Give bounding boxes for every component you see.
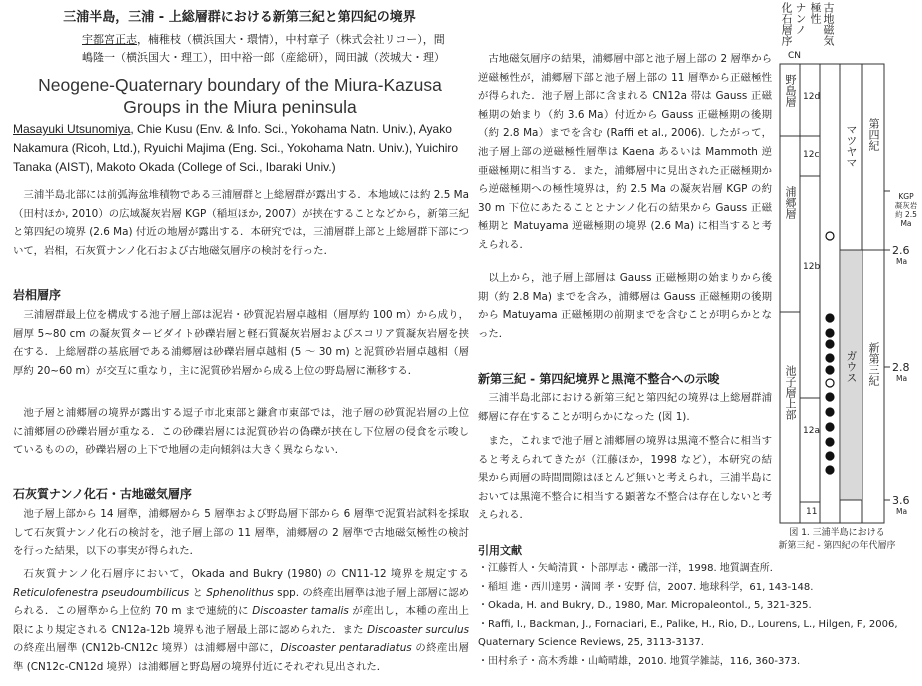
formation-nojima: 野島層: [784, 74, 797, 107]
age-unit: Ma: [896, 507, 908, 516]
presenter-name-en: Masayuki Utsunomiya: [13, 122, 131, 136]
paleomag-paragraph-1: 古地磁気層序の結果，浦郷層中部と池子層上部の 2 層準から逆磁極性が，浦郷層下部と池子層上部の 11 層準から正磁極性が得られた．池子層上部に含まれる CN12a 帯は Gauss 正磁極期の始まり（約 3.6 Ma）付近から Gauss 正磁極期の後期（約 2.8 Ma）までを含む (Raffi et al., 2006). したがって，池子層上部の逆磁極性層準は Kaena あるいは Mammoth 逆亜磁極期に相当する．また，浦郷層中に見出された正磁極期から逆磁極期への極性境界は，約 2.5 Ma の凝灰岩層 KGP の約 30 m 下位にあたることとナンノ化石の結果から Gauss 正磁極期と Matuyama 逆磁極期の境界 (2.6 Ma) に相当すると考えられる．: [478, 53, 772, 251]
authors-japanese: [82, 31, 462, 67]
stratigraphy-figure: [778, 0, 922, 686]
zone-12b: 12b: [803, 262, 821, 272]
normal-polarity-sample: [826, 314, 834, 322]
age-unit: Ma: [896, 374, 908, 383]
normal-polarity-sample: [826, 438, 834, 446]
zone-12a: 12a: [803, 426, 820, 436]
text-run: が産出し，本種の産出上限により規定される CN12a-12b 境界も池子層最上部に認められた．また: [13, 605, 469, 636]
text-run: の終産出層準 (CN12c-CN12d 境界）は浦郷層と野島層の境界付近にそれぞれ見出された．: [13, 642, 469, 673]
normal-polarity-sample: [826, 354, 834, 362]
boundary-paragraph-1: 三浦半島北部における新第三紀と第四紀の境界は上総層群浦郷層に存在することが明らかになった (図 1).: [478, 392, 772, 423]
zone-12d: 12d: [803, 92, 821, 102]
reference-item: ・稲垣 進・西川達男・満岡 孝・安野 信，2007. 地球科学，61, 143-148.: [478, 581, 814, 593]
chron-gauss: ガウス: [845, 350, 858, 383]
section-title-nannofossil-paleomag: 石灰質ナンノ化石・古地磁気層序: [13, 487, 192, 501]
normal-polarity-sample: [826, 408, 834, 416]
title-english: Neogene-Quaternary boundary of the Miura-Kazusa Groups in the Miura peninsula: [38, 75, 442, 117]
age-label-3-6: 3.6: [892, 494, 910, 507]
boundary-paragraph-2: また，これまで池子層と浦郷層の境界は黒滝不整合に相当すると考えられてきたが（江藤ほか，1998 など），本研究の結果から両層の時間間隙はほとんど無いと考えられ，三浦半島においては黒滝不整合に相当する顕著な不整合は存在しないと考えられる．: [478, 435, 772, 522]
lithostratigraphy-paragraph-1: 三浦層群最上位を構成する池子層上部は泥岩・砂質泥岩層卓越相（層厚約 100 m）から成り，層厚 5~80 cm の凝灰質タービダイト砂礫岩層と軽石質凝灰岩層およびスコリア質凝灰岩層を挟在する．上総層群の基底層である浦郷層は砂礫岩層卓越相 (5 ～ 30 m) と泥質砂岩層卓越相（層厚約 20~60 m）が交互に重なり，主に泥質砂岩層から成る上位の野島層に漸移する．: [13, 309, 469, 377]
kgp-label: KGP 凝灰岩 約 2.5 Ma: [894, 192, 918, 228]
epoch-neogene: 新第三紀: [867, 342, 880, 386]
species-name: Sphenolithus: [206, 586, 274, 599]
normal-polarity-sample: [826, 366, 834, 374]
lithostratigraphy-paragraph-2: 池子層と浦郷層の境界が露出する逗子市北東部と鎌倉市東部では，池子層の砂質泥岩層の上位に浦郷層の砂礫岩層が重なる．この砂礫岩層には泥質砂岩の偽礫が挟在し下位層の侵食を示唆しているものの，砂礫岩層の上下で地層の走向傾斜は大きく異ならない．: [13, 407, 469, 457]
epoch-quaternary: 第四紀: [867, 118, 880, 151]
zone-12c: 12c: [803, 150, 820, 160]
text-run: の終産出層準 (CN12b-CN12c 境界）は浦郷層中部に，: [13, 642, 281, 655]
caption-line-1: 図 1. 三浦半島における: [789, 528, 885, 538]
stratigraphic-column: [778, 0, 922, 686]
header-polarity: 極性: [809, 2, 822, 24]
reference-item: ・Okada, H. and Bukry, D., 1980, Mar. Micropaleontol., 5, 321-325.: [478, 600, 812, 611]
species-name: Discoaster surculus: [367, 623, 469, 636]
text-run: 石灰質ナンノ化石層序において，Okada and Bukry (1980) の CN11-12 境界を規定する: [23, 568, 469, 580]
header-nanno: ナンノ: [794, 2, 807, 35]
chron-matuyama: マツヤマ: [845, 124, 858, 168]
section-title-lithostratigraphy: 岩相層序: [13, 288, 62, 302]
age-label-2-6: 2.6: [892, 244, 910, 257]
age-unit: Ma: [896, 257, 908, 266]
nannofossil-paragraph-2: [13, 565, 469, 677]
text-run: spp. の終産出層準は池子層上部層に認められる．この層準から上位約 70 m まで連続的に: [13, 586, 469, 618]
formation-ikego-upper: 池子層上部: [784, 365, 797, 420]
normal-polarity-sample: [826, 452, 834, 460]
normal-polarity-sample: [826, 329, 834, 337]
header-biostratigraphy: 化石層序: [780, 2, 793, 46]
normal-polarity-sample: [826, 393, 834, 401]
species-name: Discoaster pentaradiatus: [280, 642, 412, 655]
age-label-2-8: 2.8: [892, 361, 910, 374]
reversed-polarity-sample: [826, 379, 834, 387]
normal-polarity-sample: [826, 340, 834, 348]
paleomag-paragraph-2: 以上から，池子層上部層は Gauss 正磁極期の始まりから後期（約 2.8 Ma) までを含み，浦郷層は Gauss 正磁極期の後期から Matuyama 正磁極期の前期までを含むことが明らかとなった．: [478, 272, 772, 340]
text-run: と: [189, 586, 207, 599]
authors-jp-line2: 嶋隆一（横浜国大・理工），田中裕一郎（産総研），岡田誠（茨城大・理）: [82, 51, 445, 64]
intro-paragraph: 三浦半島北部には前弧海盆堆積物である三浦層群と上総層群が露出する．本地域には約 2.5 Ma（田村ほか, 2010）の広域凝灰岩層 KGP（稲垣ほか, 2007）が挟在することなどから，新第三紀と第四紀の境界 (2.6 Ma) 付近の地層が露出する．本研究では，三浦層群上部と上総層群下部について，岩相，石灰質ナンノ化石および古地磁気層序の検討を行った．: [13, 189, 469, 257]
reference-item: ・江藤哲人・矢崎清貫・卜部厚志・磯部一洋，1998. 地質調査所．: [478, 563, 780, 574]
zone-11: 11: [806, 507, 818, 517]
authors-en-rest: , Chie Kusu (Env. & Info. Sci., Yokohama Natn. Univ.), Ayako Nakamura (Ricoh, Ltd.), Ryuichi Majima (Eng. Sci., Yokohama Natn. Univ.), Yuichiro Tanaka (AIST), Makoto Okada (College of Sci., Ibaraki Univ.): [13, 122, 459, 174]
caption-line-2: 新第三紀 - 第四紀の年代層序: [778, 541, 896, 551]
reference-item: ・Raffi, I., Backman, J., Fornaciari, E., Palike, H., Rio, D., Lourens, L., Hilgen, F, 2006, Quaternary Science Reviews, 25, 3113-3137.: [478, 618, 898, 648]
formation-urago: 浦郷層: [784, 186, 797, 219]
figure-caption: [774, 527, 900, 553]
reference-item: ・田村糸子・高木秀雄・山崎晴雄，2010. 地質学雑誌，116, 360-373.: [478, 655, 801, 667]
references-title: 引用文献: [478, 544, 522, 557]
normal-polarity-sample: [826, 423, 834, 431]
nannofossil-paragraph-1: 池子層上部から 14 層準，浦郷層から 5 層準および野島層下部から 6 層準で泥質岩試料を採取して石灰質ナンノ化石の検討を，池子層上部の 11 層準，浦郷層の 2 層準で古地磁気極性の検討を行った結果，以下の事実が得られた．: [13, 508, 469, 558]
authors-english: [13, 120, 471, 177]
reversed-polarity-sample: [826, 232, 834, 240]
title-japanese: 三浦半島，三浦 - 上総層群における新第三紀と第四紀の境界: [63, 10, 416, 25]
species-name: Reticulofenestra pseudoumbilicus: [13, 586, 190, 599]
section-title-boundary: 新第三紀 - 第四紀境界と黒滝不整合への示唆: [478, 372, 720, 386]
header-paleomag: 古地磁気: [822, 2, 835, 46]
normal-polarity-sample: [826, 466, 834, 474]
header-cn: CN: [788, 51, 802, 61]
authors-jp-line1: ，楠稚枝（横浜国大・環情），中村章子（株式会社リコー），間: [137, 33, 445, 46]
presenter-name-jp: 宇都宮正志: [82, 33, 137, 46]
species-name: Discoaster tamalis: [252, 605, 349, 618]
